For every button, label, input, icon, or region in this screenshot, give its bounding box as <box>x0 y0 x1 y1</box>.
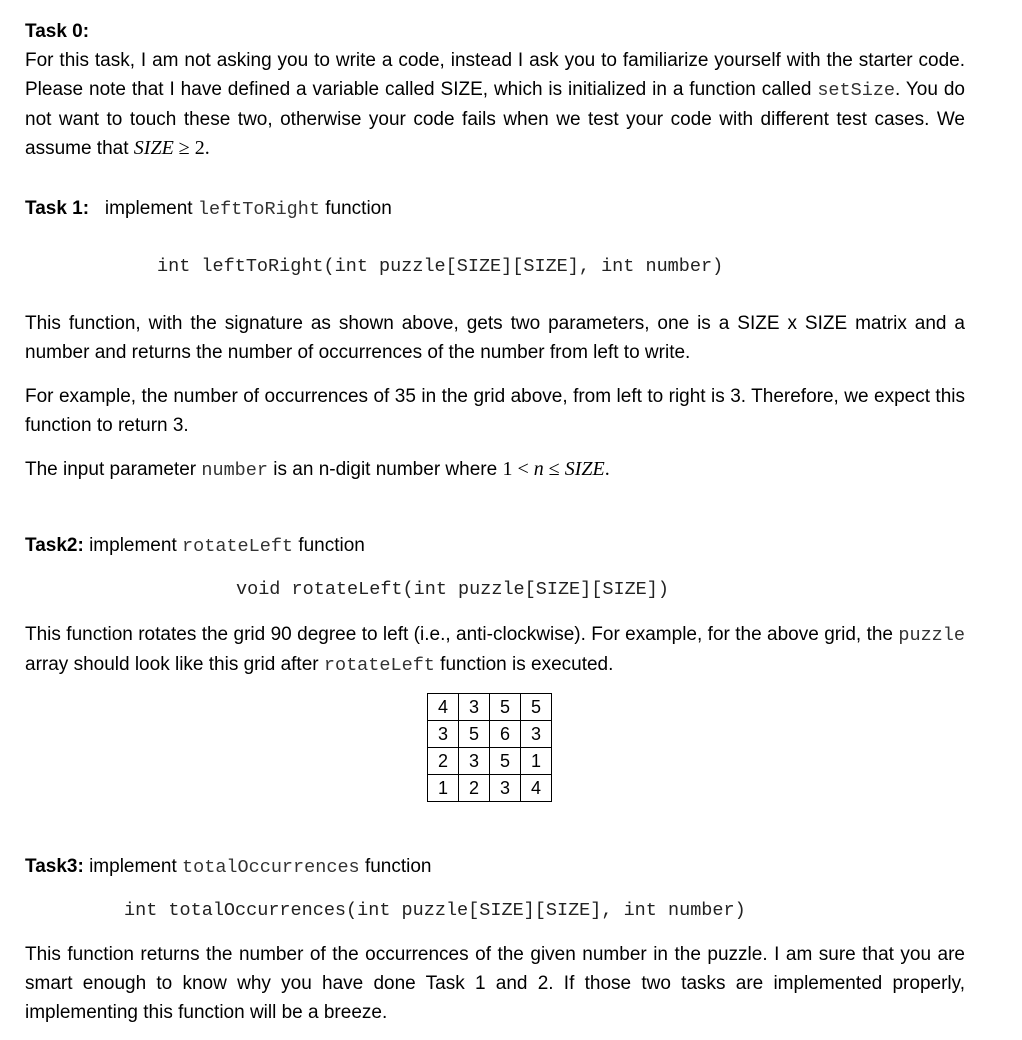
grid-cell: 1 <box>428 775 459 802</box>
grid-cell: 6 <box>490 721 521 748</box>
grid-cell: 5 <box>459 721 490 748</box>
grid-row <box>428 748 552 775</box>
grid-cell: 5 <box>490 748 521 775</box>
task2-description <box>25 620 965 680</box>
grid-cell: 3 <box>459 694 490 721</box>
task1-title: Task 1: <box>25 198 90 219</box>
task2-code-puzzle: puzzle <box>898 625 965 646</box>
grid-cell: 4 <box>521 775 552 802</box>
task1-math-end: . <box>604 458 610 480</box>
task2-signature: void rotateLeft(int puzzle[SIZE][SIZE]) <box>236 579 669 600</box>
task0-title: Task 0: <box>25 21 90 42</box>
task3-implement-word: implement <box>89 856 177 877</box>
grid-cell: 3 <box>521 721 552 748</box>
task1-function-word: function <box>325 198 392 219</box>
task1-implement-word: implement <box>104 198 193 219</box>
task1-math-n: n <box>533 458 544 480</box>
task3-fn-name: totalOccurrences <box>182 857 360 878</box>
task3-heading <box>25 852 965 882</box>
task2-implement-word: implement <box>89 535 177 556</box>
task0-description <box>25 46 965 163</box>
task0-code-setsize: setSize <box>817 80 896 101</box>
task1-math-a: 1 < <box>502 458 534 480</box>
task2-fn-name: rotateLeft <box>182 536 294 557</box>
grid-cell: 1 <box>521 748 552 775</box>
rotated-grid <box>427 693 552 802</box>
task0-section <box>25 17 965 163</box>
task1-signature: int leftToRight(int puzzle[SIZE][SIZE], int number) <box>157 256 724 277</box>
task2-title: Task2: <box>25 535 84 556</box>
task1-math-size: SIZE <box>564 458 605 480</box>
grid-cell: 5 <box>490 694 521 721</box>
task2-text-c: function is executed. <box>434 654 614 675</box>
task1-math-b: ≤ <box>543 458 565 480</box>
task1-description: This function, with the signature as shown above, gets two parameters, one is a SIZE x SIZE matrix and a number and returns the number of occurrences of the number from left to write. <box>25 313 965 363</box>
task0-math <box>134 137 210 159</box>
grid-row <box>428 721 552 748</box>
task3-description: This function returns the number of the occurrences of the given number in the puzzle. I am sure that you are smart enough to know why you have done Task 1 and 2. If those two tasks are implemented properly, implementing this function will be a breeze. <box>25 944 965 1023</box>
grid-cell: 4 <box>428 694 459 721</box>
grid-row <box>428 775 552 802</box>
task2-text-b: array should look like this grid after <box>25 654 324 675</box>
task2-code-rotateleft: rotateLeft <box>323 655 435 676</box>
task1-input-note <box>25 455 965 485</box>
task1-input-pre: The input parameter <box>25 459 202 480</box>
task0-math-var: SIZE <box>133 137 174 159</box>
task1-input-mid: is an n-digit number where <box>268 459 503 480</box>
task1-heading <box>25 194 965 224</box>
grid-cell: 5 <box>521 694 552 721</box>
grid-cell: 3 <box>490 775 521 802</box>
grid-row <box>428 694 552 721</box>
task1-code-number: number <box>201 460 268 481</box>
task1-example: For example, the number of occurrences of 35 in the grid above, from left to right is 3. Therefore, we expect this function to return 3. <box>25 386 965 436</box>
task3-function-word: function <box>364 856 432 877</box>
task3-title: Task3: <box>25 856 84 877</box>
task2-text-a: This function rotates the grid 90 degree to left (i.e., anti-clockwise). For example, for the above grid, the <box>25 624 899 645</box>
task2-heading <box>25 531 965 561</box>
task1-math <box>502 458 609 480</box>
task0-math-rest: ≥ 2. <box>173 137 210 159</box>
grid-cell: 3 <box>459 748 490 775</box>
grid-cell: 3 <box>428 721 459 748</box>
grid-cell: 2 <box>459 775 490 802</box>
task0-text-2: . You do not want to touch these two, otherwise your code fails when we test your code with different test cases. We assume that <box>25 79 965 159</box>
task2-function-word: function <box>298 535 365 556</box>
task1-fn-name: leftToRight <box>197 199 320 220</box>
task3-signature: int totalOccurrences(int puzzle[SIZE][SIZE], int number) <box>124 900 746 921</box>
grid-cell: 2 <box>428 748 459 775</box>
task0-text-1: For this task, I am not asking you to write a code, instead I ask you to familiarize yourself with the starter code. Please note that I have defined a variable called SIZE, which is initialized in a function called <box>25 50 965 100</box>
